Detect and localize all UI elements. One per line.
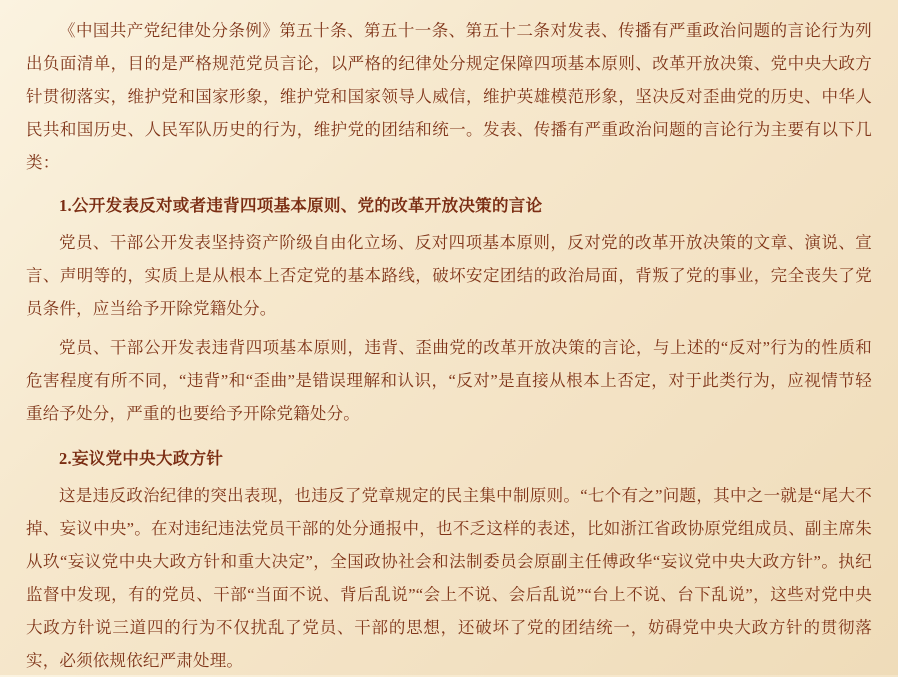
section-1-paragraph-1: 党员、干部公开发表坚持资产阶级自由化立场、反对四项基本原则，反对党的改革开放决策的文章、演说、宣言、声明等的，实质上是从根本上否定党的基本路线，破坏安定团结的政治局面，背叛了党的事业，完全丧失了党员条件，应当给予开除党籍处分。 — [26, 233, 872, 318]
section-1-heading: 1.公开发表反对或者违背四项基本原则、党的改革开放决策的言论 — [59, 196, 543, 215]
section-2-heading: 2.妄议党中央大政方针 — [59, 449, 224, 468]
section-1-paragraph-2: 党员、干部公开发表违背四项基本原则，违背、歪曲党的改革开放决策的言论，与上述的“反对”行为的性质和危害程度有所不同，“违背”和“歪曲”是错误理解和认识，“反对”是直接从根本上否定，对于此类行为，应视情节轻重给予处分，严重的也要给予开除党籍处分。 — [26, 338, 872, 423]
section-2-paragraph-1: 这是违反政治纪律的突出表现，也违反了党章规定的民主集中制原则。“七个有之”问题，其中之一就是“尾大不掉、妄议中央”。在对违纪违法党员干部的处分通报中，也不乏这样的表述，比如浙江省政协原党组成员、副主席朱从玖“妄议党中央大政方针和重大决定”，全国政协社会和法制委员会原副主任傅政华“妄议党中央大政方针”。执纪监督中发现，有的党员、干部“当面不说、背后乱说”“会上不说、会后乱说”“台上不说、台下乱说”，这些对党中央大政方针说三道四的行为不仅扰乱了党员、干部的思想，还破坏了党的团结统一，妨碍党中央大政方针的贯彻落实，必须依规依纪严肃处理。 — [26, 486, 872, 670]
intro-paragraph: 《中国共产党纪律处分条例》第五十条、第五十一条、第五十二条对发表、传播有严重政治问题的言论行为列出负面清单，目的是严格规范党员言论，以严格的纪律处分规定保障四项基本原则、改革开放决策、党中央大政方针贯彻落实，维护党和国家形象，维护党和国家领导人威信，维护英雄模范形象，坚决反对歪曲党的历史、中华人民共和国历史、人民军队历史的行为，维护党的团结和统一。发表、传播有严重政治问题的言论行为主要有以下几类： — [26, 21, 872, 172]
